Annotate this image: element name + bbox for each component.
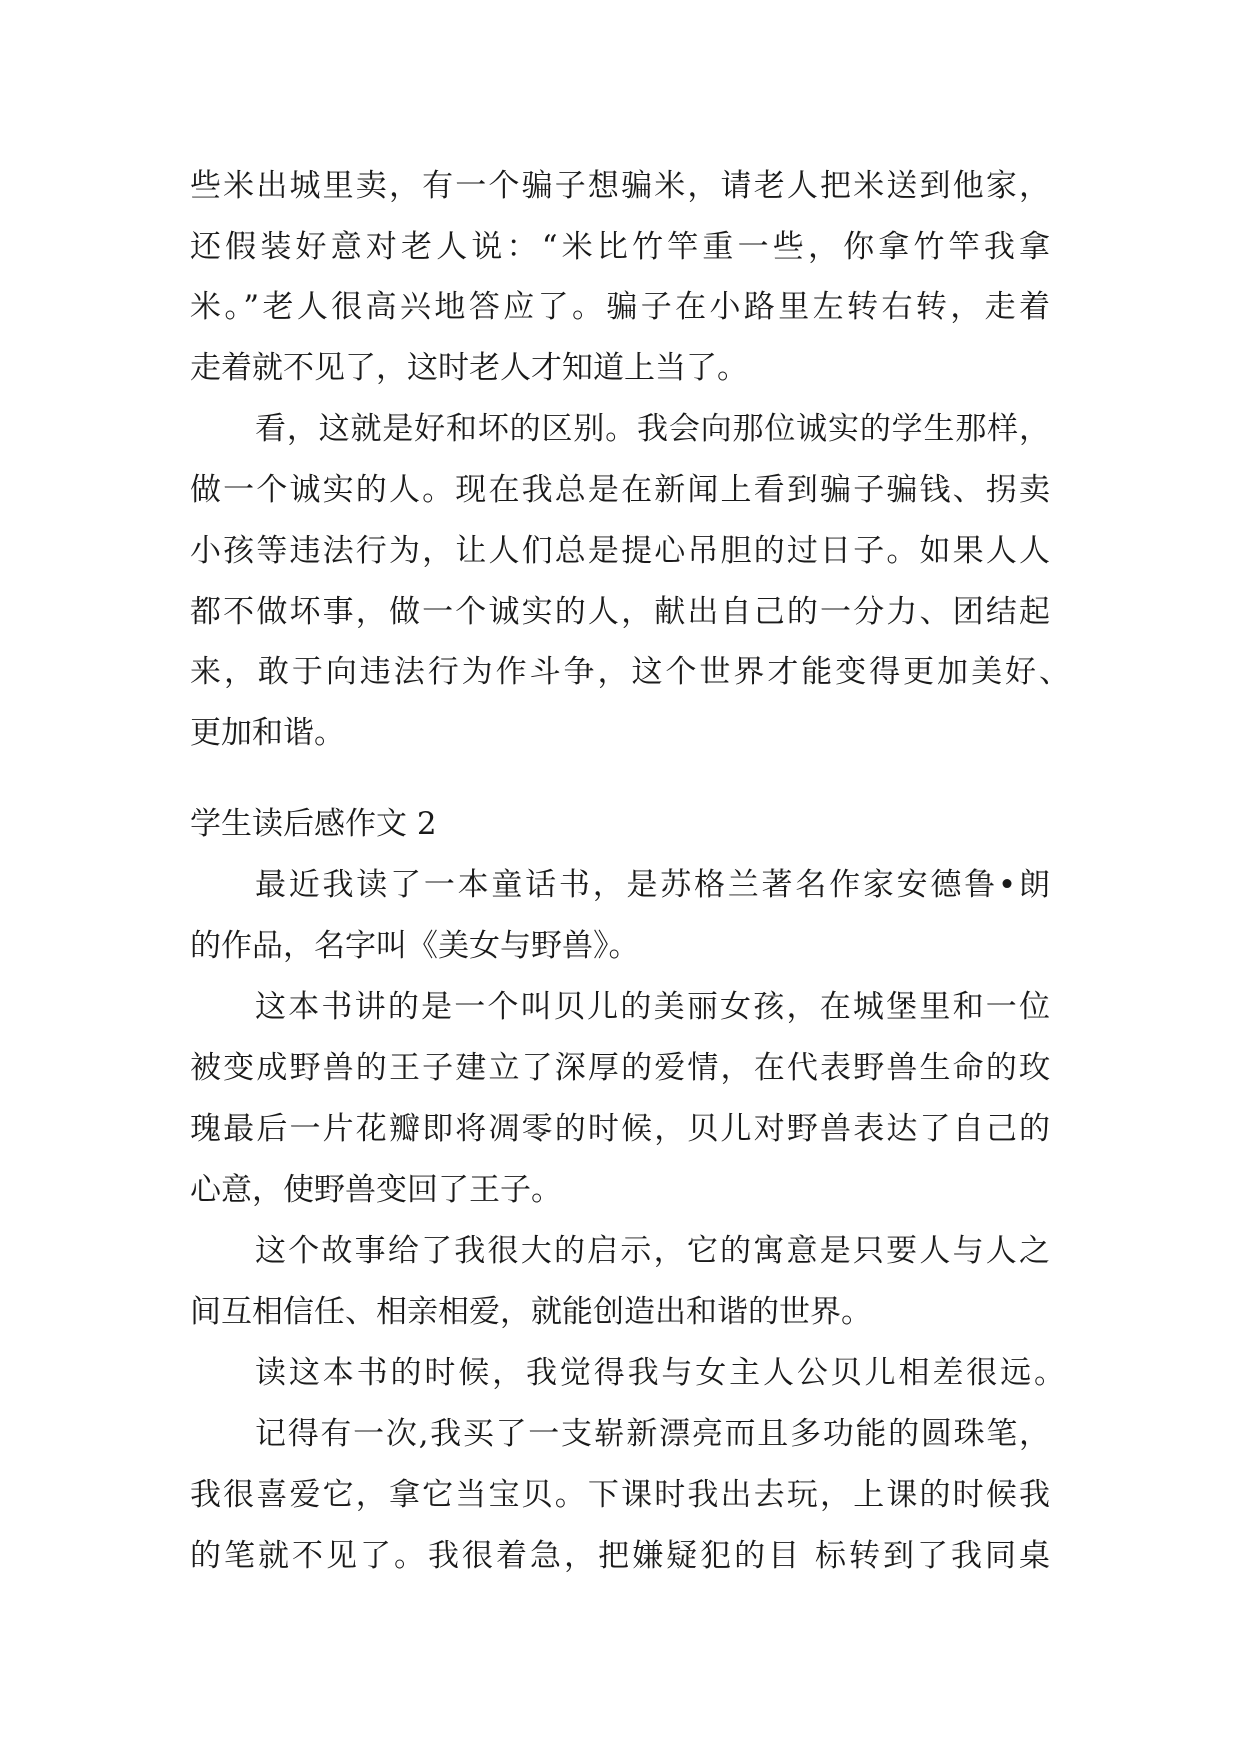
paragraph-line: 都不做坏事，做一个诚实的人，献出自己的一分力、团结起 <box>190 594 1050 630</box>
paragraph-line: 还假装好意对老人说：“米比竹竿重一些，你拿竹竿我拿 <box>190 229 1050 265</box>
paragraph-line: 看，这就是好和坏的区别。我会向那位诚实的学生那样， <box>255 411 1050 447</box>
paragraph-line: 做一个诚实的人。现在我总是在新闻上看到骗子骗钱、拐卖 <box>190 472 1050 508</box>
paragraph-line: 些米出城里卖，有一个骗子想骗米，请老人把米送到他家， <box>190 168 1050 204</box>
paragraph-line: 米。”老人很高兴地答应了。骗子在小路里左转右转，走着 <box>190 289 1050 325</box>
paragraph-line: 的笔就不见了。我很着急，把嫌疑犯的目 标转到了我同桌 <box>190 1538 1050 1574</box>
paragraph-line: 被变成野兽的王子建立了深厚的爱情，在代表野兽生命的玫 <box>190 1050 1050 1086</box>
section-heading: 学生读后感作文 2 <box>190 806 437 842</box>
paragraph-line: 这个故事给了我很大的启示，它的寓意是只要人与人之 <box>255 1233 1050 1269</box>
paragraph-line: 我很喜爱它，拿它当宝贝。下课时我出去玩，上课的时候我 <box>190 1477 1050 1513</box>
paragraph-line: 心意，使野兽变回了王子。 <box>190 1172 562 1208</box>
paragraph-line: 走着就不见了，这时老人才知道上当了。 <box>190 350 748 386</box>
paragraph-line: 读这本书的时候，我觉得我与女主人公贝儿相差很远。 <box>255 1355 1065 1391</box>
paragraph-line: 小孩等违法行为，让人们总是提心吊胆的过日子。如果人人 <box>190 533 1050 569</box>
paragraph-line: 最近我读了一本童话书，是苏格兰著名作家安德鲁•朗 <box>255 867 1050 903</box>
paragraph-line: 这本书讲的是一个叫贝儿的美丽女孩，在城堡里和一位 <box>255 989 1050 1025</box>
paragraph-line: 的作品，名字叫《美女与野兽》。 <box>190 928 640 964</box>
paragraph-line: 瑰最后一片花瓣即将凋零的时候，贝儿对野兽表达了自己的 <box>190 1111 1050 1147</box>
paragraph-line: 间互相信任、相亲相爱，就能创造出和谐的世界。 <box>190 1294 872 1330</box>
paragraph-line: 记得有一次,我买了一支崭新漂亮而且多功能的圆珠笔， <box>255 1416 1050 1452</box>
paragraph-line: 更加和谐。 <box>190 715 345 751</box>
paragraph-line: 来，敢于向违法行为作斗争，这个世界才能变得更加美好、 <box>190 654 1070 690</box>
